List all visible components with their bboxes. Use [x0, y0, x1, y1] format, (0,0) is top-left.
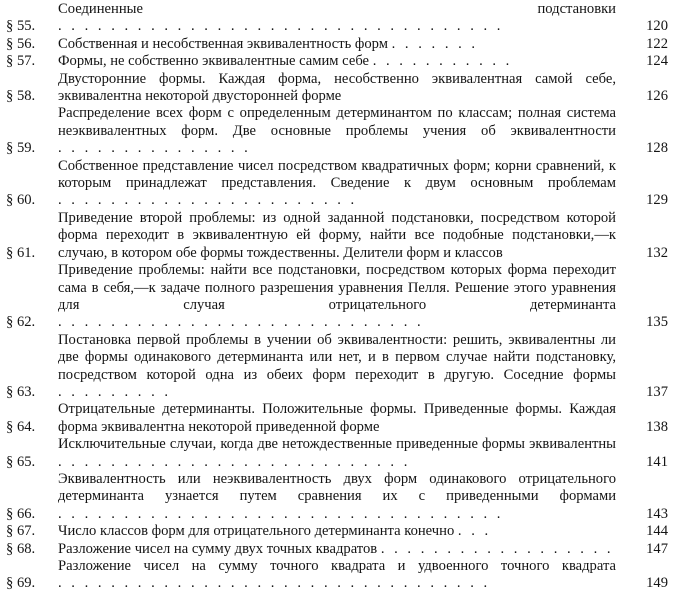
- page-number: 149: [646, 575, 668, 592]
- section-title: Разложение чисел на сумму точного квадрата и удвоенного точного квадрата: [58, 558, 616, 574]
- section-number: § 55.: [6, 18, 36, 35]
- leader-dots: . . . . . . . . . . . . . . . . . . . . . . . . . . . . . . . . .: [58, 575, 491, 592]
- section-number: § 63.: [6, 383, 36, 400]
- section-number: § 68.: [6, 540, 36, 557]
- section-number: § 66.: [6, 505, 36, 522]
- page-number: 132: [646, 244, 668, 261]
- section-title-block: [58, 71, 616, 106]
- section-title-block: [58, 436, 616, 471]
- section-title: Приведение проблемы: найти все подстановки, посредством которых форма переходит сама в себя,—к задаче полного разрешения уравнения Пелля. Решение этого уравнения для случая отрицательного детерминанта: [58, 262, 616, 313]
- section-title: Приведение второй проблемы: из одной заданной подстановки, посредством которой форма переходит в эквивалентную ей форму, найти все подобные подстановки,—к случаю, в котором обе формы тождественны. Делители форм и классов: [58, 209, 616, 261]
- page-number: 126: [646, 88, 668, 105]
- page-number: 128: [646, 140, 668, 157]
- section-title-block: [58, 210, 616, 262]
- page-number: 141: [646, 453, 668, 470]
- toc-entry-55: [6, 1, 668, 36]
- section-title-block: [58, 36, 616, 53]
- leader-dots: . . . . . . . . . . . . . . . . . . . . . . . . . . . . . . . . . .: [58, 505, 504, 522]
- section-number: § 57.: [6, 53, 36, 70]
- toc-entry-63: [6, 332, 668, 402]
- section-number: § 67.: [6, 523, 36, 540]
- section-title: Разложение чисел на сумму двух точных квадратов: [58, 540, 378, 557]
- toc-entry-68: [6, 541, 668, 558]
- section-title-block: [58, 53, 616, 70]
- leader-dots: . . . . . . . . . . . . . . . . . . . . . . . . . . . . . . . . . .: [58, 18, 504, 35]
- toc-entry-59: [6, 105, 668, 157]
- section-title-block: [58, 332, 616, 402]
- leader-dots: . . . . . . . . . . . . . . . . . . . . . . . . . . . .: [58, 314, 424, 331]
- toc-entry-58: [6, 71, 668, 106]
- section-title-block: [58, 158, 616, 210]
- section-number: § 58.: [6, 88, 36, 105]
- leader-dots: . . . . . . . . . . . . . . .: [58, 140, 251, 157]
- section-title-block: [58, 471, 616, 523]
- page-number: 137: [646, 383, 668, 400]
- leader-dots: . . . . . . . . . . . . . . . . . . . . . . .: [58, 192, 358, 209]
- section-title-block: [58, 401, 616, 436]
- section-title: Эквивалентность или неэквивалентность двух форм одинакового отрицательного детерминанта узнается путем сравнения их с приведенными формами: [58, 470, 616, 505]
- section-title-block: [58, 523, 616, 540]
- section-number: § 62.: [6, 314, 36, 331]
- section-number: § 59.: [6, 140, 36, 157]
- section-title: Соединенные подстановки: [58, 1, 616, 17]
- section-title-block: [58, 262, 616, 332]
- leader-dots: . . . . . . .: [391, 35, 479, 52]
- page-number: 120: [646, 18, 668, 35]
- leader-dots: . . .: [457, 523, 492, 540]
- section-number: § 65.: [6, 453, 36, 470]
- toc-entry-57: [6, 53, 668, 70]
- toc-entry-65: [6, 436, 668, 471]
- section-title: Исключительные случаи, когда две нетождественные приведенные формы эквивалентны: [58, 436, 616, 453]
- toc-entry-66: [6, 471, 668, 523]
- section-title: Отрицательные детерминанты. Положительные формы. Приведенные формы. Каждая форма эквивалентна некоторой приведенной форме: [58, 401, 616, 435]
- page-number: 147: [646, 540, 668, 557]
- section-number: § 56.: [6, 35, 36, 52]
- section-title-block: [58, 541, 616, 558]
- toc-entry-64: [6, 401, 668, 436]
- section-title: Собственная и несобственная эквивалентность форм: [58, 35, 388, 52]
- section-number: § 64.: [6, 418, 36, 435]
- page-number: 124: [646, 53, 668, 70]
- toc-entry-61: [6, 210, 668, 262]
- leader-dots: . . . . . . . . .: [58, 383, 172, 400]
- section-title: Число классов форм для отрицательного детерминанта конечно: [58, 523, 455, 540]
- page-number: 129: [646, 192, 668, 209]
- section-title: Двусторонние формы. Каждая форма, несобственно эквивалентная самой себе, эквивалентна некоторой двусторонней форме: [58, 70, 616, 105]
- section-title: Постановка первой проблемы в учении об эквивалентности: решить, эквивалентны ли две формы одинакового детерминанта или нет, и в первом случае найти подстановку, посредством которой одна из обеих форм переходит в другую. Соседние формы: [58, 331, 616, 383]
- section-title: Собственное представление чисел посредством квадратичных форм; корни сравнений, к которым принадлежат представления. Сведение к двум основным проблемам: [58, 157, 616, 192]
- section-number: § 69.: [6, 575, 36, 592]
- section-title: Распределение всех форм с определенным детерминантом по классам; полная система неэквивалентных форм. Две основные проблемы учения об эквивалентности: [58, 105, 616, 139]
- leader-dots: . . . . . . . . . . . . . . . . . .: [380, 540, 614, 557]
- leader-dots: . . . . . . . . . . .: [372, 53, 513, 70]
- page-number: 122: [646, 35, 668, 52]
- section-title: Формы, не собственно эквивалентные самим себе: [58, 53, 370, 70]
- page-number: 138: [646, 418, 668, 435]
- page-number: 143: [646, 505, 668, 522]
- leader-dots: . . . . . . . . . . . . . . . . . . . . . . . . . . .: [58, 453, 411, 470]
- page-number: 135: [646, 314, 668, 331]
- section-title-block: [58, 105, 616, 157]
- section-number: § 61.: [6, 244, 36, 261]
- toc-entry-67: [6, 523, 668, 540]
- section-title-block: [58, 1, 616, 36]
- toc-entry-60: [6, 158, 668, 210]
- toc-entry-56: [6, 36, 668, 53]
- toc-entry-62: [6, 262, 668, 332]
- page-number: 144: [646, 523, 668, 540]
- section-number: § 60.: [6, 192, 36, 209]
